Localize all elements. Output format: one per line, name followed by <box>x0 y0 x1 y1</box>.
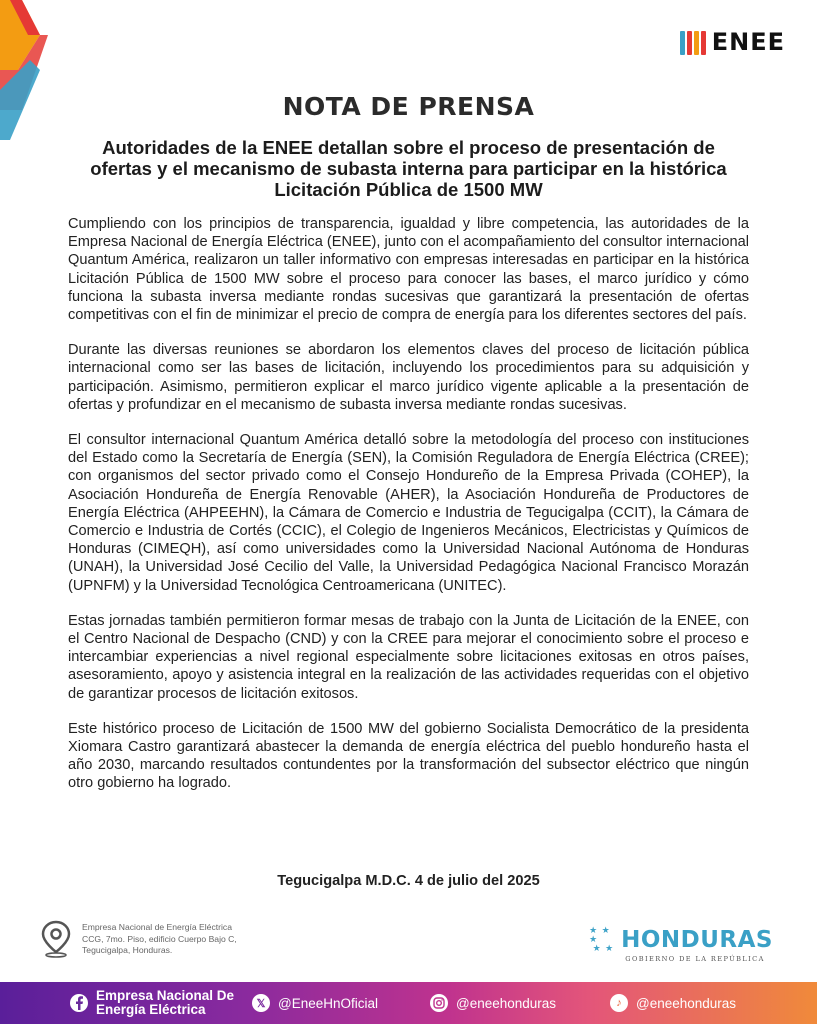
dateline: Tegucigalpa M.D.C. 4 de julio del 2025 <box>277 873 540 889</box>
address-block <box>40 920 237 958</box>
honduras-logo <box>589 926 773 963</box>
location-pin-icon <box>40 920 72 958</box>
tiktok-icon: ♪ <box>610 994 628 1012</box>
corner-decoration <box>0 0 60 150</box>
enee-logo-mark <box>680 29 706 55</box>
page-title: NOTA DE PRENSA <box>282 92 535 121</box>
facebook-label: Energía Eléctrica <box>96 1002 206 1017</box>
enee-logo-text: ENEE <box>711 28 785 56</box>
facebook-label: Empresa Nacional De <box>96 988 235 1003</box>
stars-icon: ★ ★ ★ ★ ★ <box>589 925 615 953</box>
honduras-subtitle: GOBIERNO DE LA REPÚBLICA <box>625 955 765 963</box>
social-footer <box>0 982 817 1024</box>
facebook-link[interactable] <box>70 989 234 1017</box>
paragraph: Cumpliendo con los principios de transparencia, igualdad y libre competencia, las autoridades de la Empresa Nacional de Energía Eléctrica (ENEE), junto con el acompañamiento del consultor internacional Quantum América, realizaron un taller informativo con empresas interesadas en participar en la histórica Licitación Pública de 1500 MW sobre el proceso para conocer las bases, el marco jurídico y cómo funciona la subasta inversa mediante rondas sucesivas que garantizará la presentación de ofertas competitivas con el fin de minimizar el precio de compra de energía para los diferentes sectores del país. <box>68 216 749 324</box>
article-body <box>68 215 749 810</box>
headline: Autoridades de la ENEE detallan sobre el proceso de presentación de ofertas y el mecanismo de subasta interna para participar en la histórica Licitación Pública de 1500 MW <box>90 137 727 200</box>
tiktok-link[interactable] <box>610 994 736 1012</box>
tiktok-handle: @eneehonduras <box>636 995 737 1011</box>
x-link[interactable] <box>252 994 378 1012</box>
instagram-icon <box>430 994 448 1012</box>
paragraph: Estas jornadas también permitieron formar mesas de trabajo con la Junta de Licitación de la ENEE, con el Centro Nacional de Despacho (CND) y con la CREE para mejorar el conocimiento sobre el proceso e intercambiar experiencias a nivel regional especialmente sobre licitaciones exitosas en otros países, asesoramiento, apoyo y asistencia integral en la realización de las actividades requeridas con el objetivo de garantizar procesos de licitación exitosos. <box>68 612 749 702</box>
instagram-handle: @eneehonduras <box>456 995 557 1011</box>
address-line: Empresa Nacional de Energía Eléctrica <box>82 922 232 932</box>
facebook-icon <box>70 994 88 1012</box>
address-line: Tegucigalpa, Honduras. <box>82 945 173 955</box>
enee-logo <box>680 28 785 56</box>
x-handle: @EneeHnOficial <box>278 995 378 1011</box>
x-icon: 𝕏 <box>252 994 270 1012</box>
paragraph: Durante las diversas reuniones se abordaron los elementos claves del proceso de licitación pública internacional como ser las bases de licitación, incluyendo los procedimientos para su adquisición y participación. Asimismo, permitieron explicar el marco jurídico vigente aplicable a la presentación de ofertas y profundizar en el mecanismo de subasta inversa mediante rondas sucesivas. <box>68 342 749 413</box>
paragraph: El consultor internacional Quantum América detalló sobre la metodología del proceso con instituciones del Estado como la Secretaría de Energía (SEN), la Comisión Reguladora de Energía Eléctrica (CREE); con organismos del sector privado como el Consejo Hondureño de la Empresa Privada (COHEP), la Asociación Hondureña de Energía Renovable (AHER), la Asociación Hondureña de Productores de Energía Eléctrica (AHPEEHN), la Cámara de Comercio e Industria de Tegucigalpa (CCIT), la Cámara de Comercio e Industria de Cortés (CCIC), el Colegio de Ingenieros Mecánicos, Electricistas y Químicos de Honduras (CIMEQH), así como universidades como la Universidad Nacional Autónoma de Honduras (UNAH), la Universidad José Cecilio del Valle, la Universidad Pedagógica Nacional Francisco Morazán (UPNFM) y la Universidad Tecnológica Centroamericana (UNITEC). <box>68 432 749 594</box>
instagram-link[interactable] <box>430 994 556 1012</box>
paragraph: Este histórico proceso de Licitación de 1500 MW del gobierno Socialista Democrático de la presidenta Xiomara Castro garantizará abastecer la demanda de energía eléctrica del pueblo hondureño hasta el año 2030, marcando resultados contundentes por la transformación del subsector eléctrico que ningún otro gobierno ha logrado. <box>68 720 749 792</box>
honduras-wordmark: HONDURAS <box>621 926 773 953</box>
address-line: CCG, 7mo. Piso, edificio Cuerpo Bajo C, <box>82 933 237 944</box>
